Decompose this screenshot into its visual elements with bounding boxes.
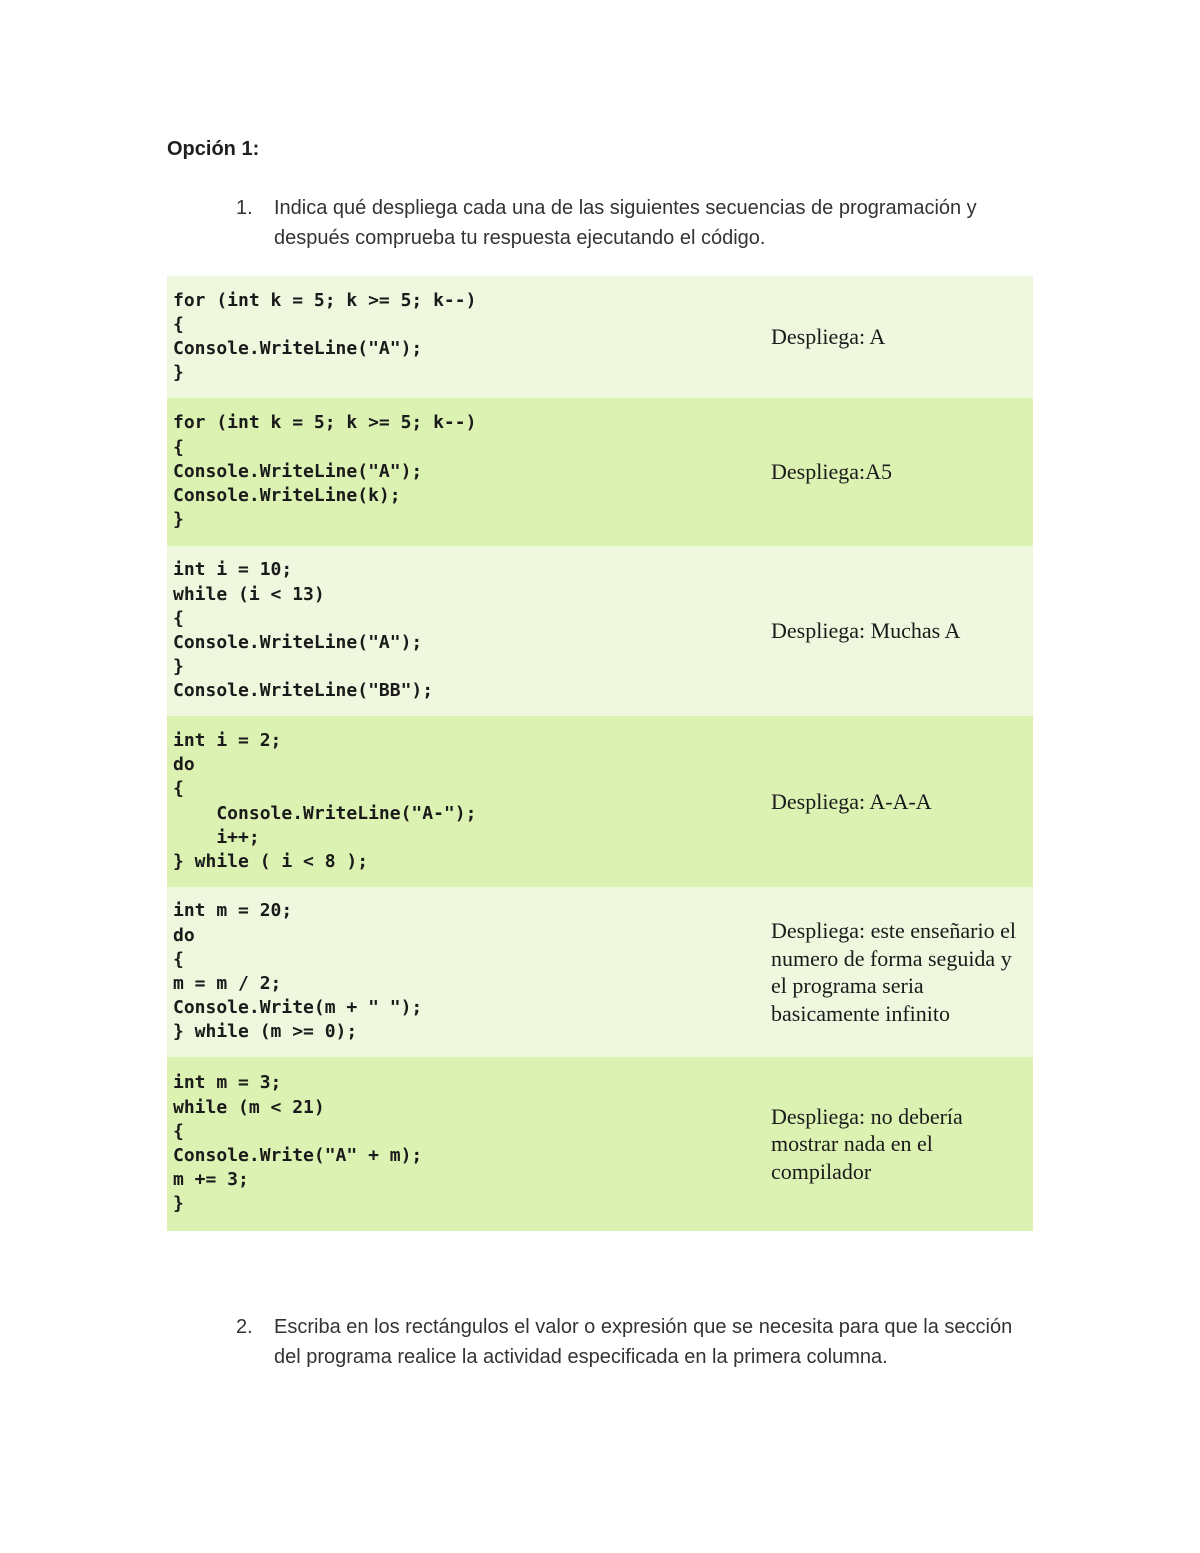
- answer-cell: [771, 546, 1033, 716]
- answer-text: Despliega: no debería mostrar nada en el compilador: [771, 1103, 963, 1184]
- table-row: [167, 398, 1033, 546]
- answer-cell: [771, 887, 1033, 1057]
- question-2: [236, 1312, 1026, 1372]
- answer-text: Despliega: A: [771, 324, 886, 350]
- answer-text: Despliega:A5: [771, 459, 892, 485]
- answer-text: Despliega: Muchas A: [771, 618, 961, 644]
- question-2-number: 2.: [236, 1316, 253, 1338]
- question-1: [236, 193, 1026, 253]
- code-cell: [167, 546, 771, 716]
- code-snippet: for (int k = 5; k >= 5; k--) { Console.WriteLine("A"); }: [173, 289, 477, 384]
- code-snippet: int i = 2; do { Console.WriteLine("A-"); i++; } while ( i < 8 );: [173, 729, 477, 872]
- answer-text: Despliega: este enseñario el numero de forma seguida y el programa seria basicamente infinito: [771, 918, 1016, 1026]
- section-heading: Opción 1:: [167, 138, 260, 160]
- code-cell: [167, 276, 771, 398]
- answer-cell: [771, 398, 1033, 546]
- code-cell: [167, 716, 771, 887]
- table-row: [167, 716, 1033, 887]
- code-snippet: int i = 10; while (i < 13) { Console.WriteLine("A"); } Console.WriteLine("BB");: [173, 559, 434, 702]
- code-cell: [167, 1057, 771, 1231]
- question-2-text: Escriba en los rectángulos el valor o expresión que se necesita para que la sección del programa realice la actividad especificada en la primera columna.: [274, 1316, 1013, 1368]
- question-1-number: 1.: [236, 197, 253, 219]
- table-row: [167, 546, 1033, 716]
- answer-cell: [771, 276, 1033, 398]
- answer-text: Despliega: A-A-A: [771, 788, 932, 814]
- answer-cell: [771, 716, 1033, 887]
- table-row: [167, 887, 1033, 1057]
- code-cell: [167, 398, 771, 546]
- code-snippet: int m = 20; do { m = m / 2; Console.Write(m + " "); } while (m >= 0);: [173, 900, 423, 1043]
- question-1-text: Indica qué despliega cada una de las siguientes secuencias de programación y después comprueba tu respuesta ejecutando el código.: [274, 197, 977, 249]
- code-snippet: int m = 3; while (m < 21) { Console.Write("A" + m); m += 3; }: [173, 1072, 423, 1215]
- code-answer-table: [167, 276, 1033, 1231]
- table-row: [167, 276, 1033, 398]
- code-snippet: for (int k = 5; k >= 5; k--) { Console.WriteLine("A"); Console.WriteLine(k); }: [173, 412, 477, 531]
- answer-cell: [771, 1057, 1033, 1231]
- table-row: [167, 1057, 1033, 1231]
- code-cell: [167, 887, 771, 1057]
